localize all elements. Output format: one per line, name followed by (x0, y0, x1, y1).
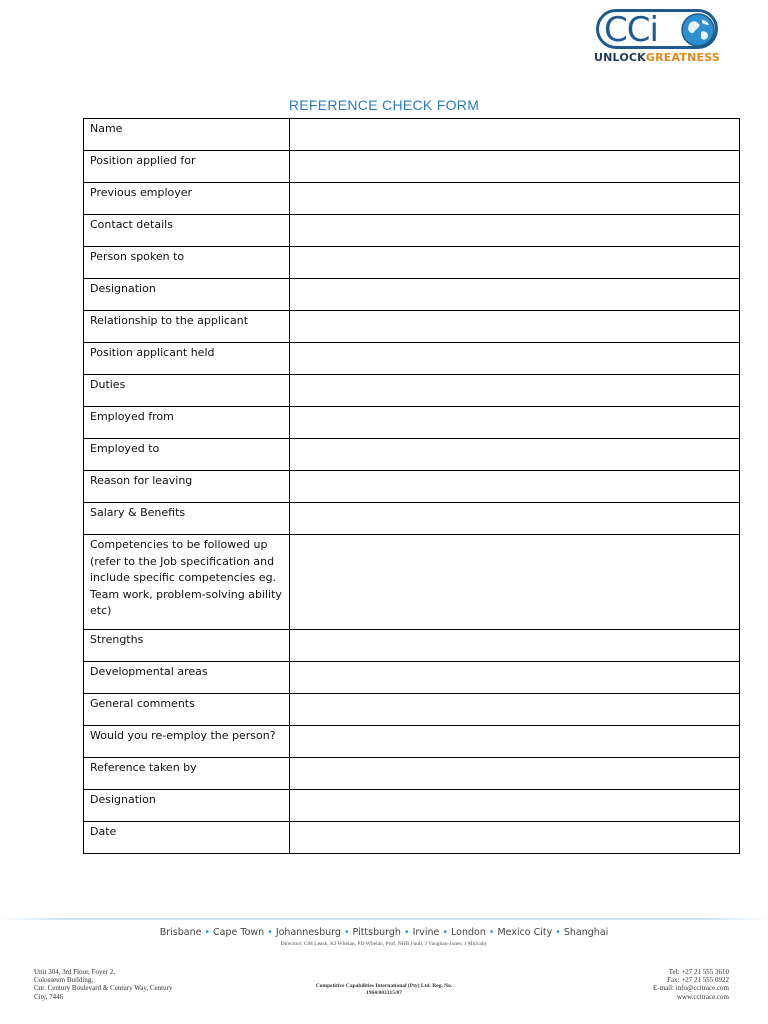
form-row-label: Contact details (84, 215, 290, 247)
city-separator: • (488, 927, 495, 938)
city-name: Mexico City (497, 927, 553, 938)
form-row (84, 662, 740, 694)
company-logo (594, 6, 728, 66)
form-row-label: Employed from (84, 407, 290, 439)
form-row-label: General comments (84, 694, 290, 726)
city-name: Irvine (412, 927, 440, 938)
company-line: 1964/003315/07 (365, 990, 403, 996)
city-name: London (451, 927, 486, 938)
form-row (84, 726, 740, 758)
city-name: Pittsburgh (352, 927, 401, 938)
form-row (84, 503, 740, 535)
form-row-value[interactable] (290, 375, 740, 407)
city-separator: • (442, 927, 449, 938)
city-separator: • (343, 927, 350, 938)
form-row-label: Person spoken to (84, 247, 290, 279)
form-row (84, 694, 740, 726)
form-row (84, 343, 740, 375)
form-row-value[interactable] (290, 215, 740, 247)
form-row-value[interactable] (290, 311, 740, 343)
form-row-label: Developmental areas (84, 662, 290, 694)
directors-line: Directors: GM Leask, KJ Whelan, PD Whelan, Prof. NHB Faull, J Vaughan-Jones, J Mulcahy (280, 941, 488, 947)
city-name: Johannesburg (275, 927, 341, 938)
form-row (84, 183, 740, 215)
form-row-value[interactable] (290, 439, 740, 471)
address-line: Colosseum Building, (34, 976, 94, 985)
form-row (84, 215, 740, 247)
form-row (84, 439, 740, 471)
footer-divider (0, 918, 768, 920)
city-name: Shanghai (563, 927, 609, 938)
form-row (84, 758, 740, 790)
form-row (84, 535, 740, 630)
form-row-label: Employed to (84, 439, 290, 471)
city-separator: • (555, 927, 561, 938)
company-registration (290, 983, 478, 997)
form-row (84, 119, 740, 151)
form-row-value[interactable] (290, 662, 740, 694)
form-row (84, 822, 740, 854)
form-row-value[interactable] (290, 343, 740, 375)
form-row-label: Would you re-employ the person? (84, 726, 290, 758)
form-row-label: Previous employer (84, 183, 290, 215)
form-row (84, 407, 740, 439)
logo-letters: CCi (604, 10, 658, 50)
company-line: Competitive Capabilities International (Pty) Ltd. Reg. No. (315, 983, 453, 989)
contact-line: Tel: +27 21 555 3610 (668, 968, 729, 976)
form-row-label: Reference taken by (84, 758, 290, 790)
form-row (84, 279, 740, 311)
form-title: REFERENCE CHECK FORM (288, 97, 480, 113)
form-row-value[interactable] (290, 694, 740, 726)
form-row-label: Duties (84, 375, 290, 407)
form-row-label: Designation (84, 790, 290, 822)
form-row-value[interactable] (290, 790, 740, 822)
form-row (84, 471, 740, 503)
form-row-label: Reason for leaving (84, 471, 290, 503)
form-row (84, 247, 740, 279)
contact-details (569, 968, 729, 1001)
form-row-label: Salary & Benefits (84, 503, 290, 535)
form-row-label: Competencies to be followed up (refer to the Job specification and include specific competencies eg. Team work, problem-solving ability etc) (84, 535, 290, 630)
form-row-value[interactable] (290, 630, 740, 662)
form-row-label: Name (84, 119, 290, 151)
globe-icon (680, 12, 716, 48)
logo-tagline: UNLOCKGREATNESS (594, 52, 720, 64)
address-line: Unit 304, 3rd Floor, Foyer 2, (34, 968, 115, 976)
form-row (84, 151, 740, 183)
office-cities (0, 927, 768, 938)
form-row-value[interactable] (290, 503, 740, 535)
form-row-value[interactable] (290, 471, 740, 503)
form-row-value[interactable] (290, 822, 740, 854)
form-row-label: Position applicant held (84, 343, 290, 375)
city-separator: • (403, 927, 410, 938)
form-row-label: Designation (84, 279, 290, 311)
address-line: Cnr. Century Boulevard & Century Way, Century (34, 984, 173, 993)
form-row-label: Relationship to the applicant (84, 311, 290, 343)
form-row-value[interactable] (290, 726, 740, 758)
reference-form-table (83, 118, 740, 854)
contact-line: Fax: +27 21 555 0922 (667, 976, 729, 985)
form-row-label: Strengths (84, 630, 290, 662)
form-row (84, 311, 740, 343)
form-row-label: Date (84, 822, 290, 854)
form-row-value[interactable] (290, 535, 740, 630)
contact-line: E-mail: info@ccitrace.com (652, 984, 729, 993)
form-row-value[interactable] (290, 407, 740, 439)
form-row-value[interactable] (290, 247, 740, 279)
form-row-value[interactable] (290, 119, 740, 151)
city-name: Cape Town (213, 927, 265, 938)
city-name: Brisbane (159, 927, 202, 938)
form-row-label: Position applied for (84, 151, 290, 183)
city-separator: • (267, 927, 273, 938)
city-separator: • (204, 927, 211, 938)
form-row (84, 630, 740, 662)
postal-address (34, 968, 214, 1001)
contact-line: www.ccitrace.com (676, 992, 729, 1001)
form-row-value[interactable] (290, 279, 740, 311)
form-row (84, 375, 740, 407)
form-row-value[interactable] (290, 151, 740, 183)
form-row-value[interactable] (290, 758, 740, 790)
form-row (84, 790, 740, 822)
form-row-value[interactable] (290, 183, 740, 215)
address-line: City, 7446 (34, 992, 64, 1001)
